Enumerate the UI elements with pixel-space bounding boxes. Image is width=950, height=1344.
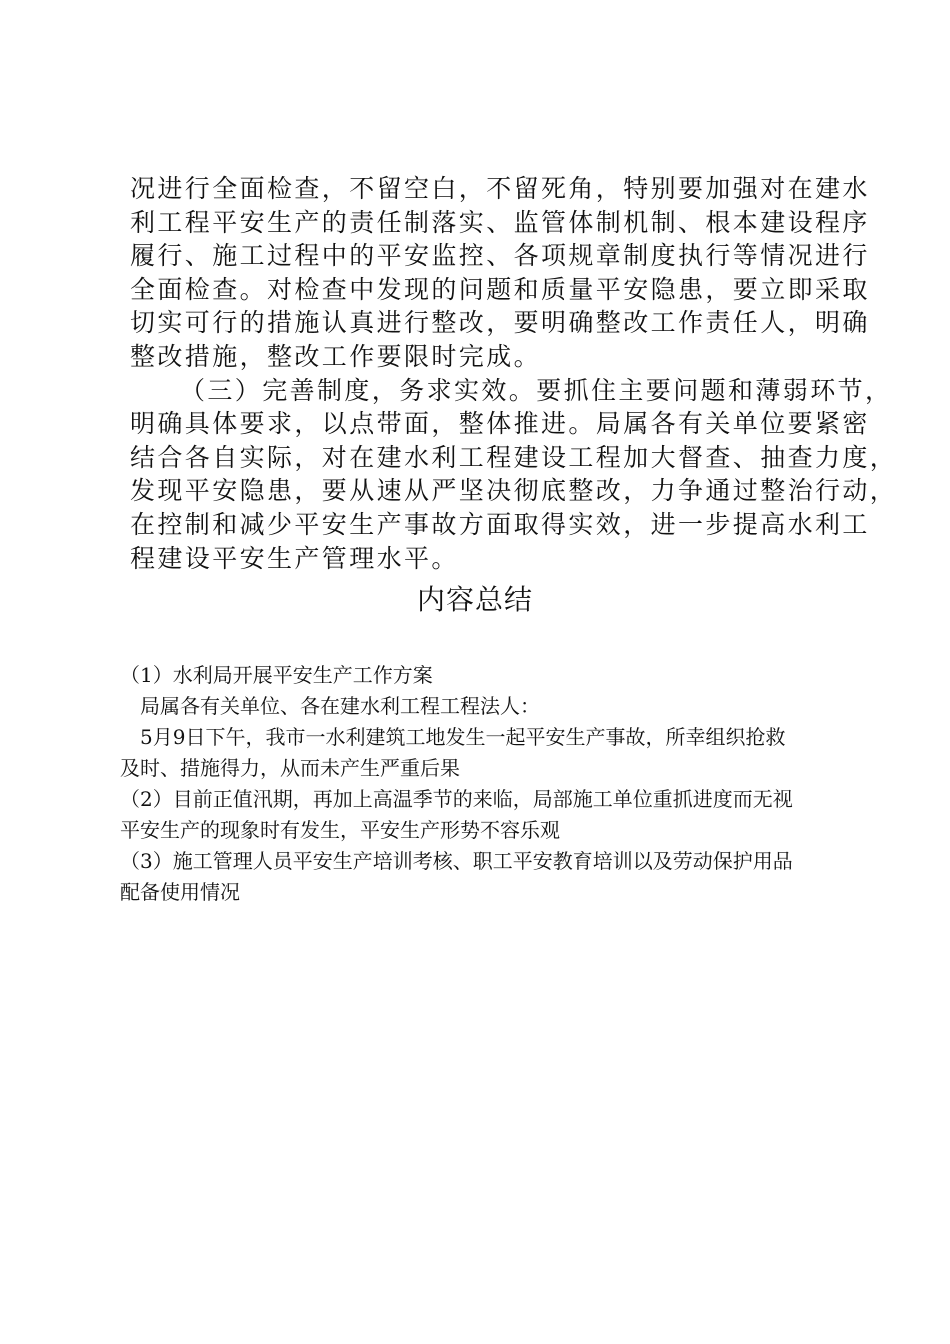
main-body-text [130, 172, 898, 575]
body-line: 履行、施工过程中的平安监控、各项规章制度执行等情况进行 [130, 241, 870, 271]
body-line: 在控制和减少平安生产事故方面取得实效，进一步提高水利工 [130, 509, 870, 539]
body-line: 利工程平安生产的责任制落实、监管体制机制、根本建设程序 [130, 207, 870, 237]
summary-text [120, 660, 840, 908]
body-line: 程建设平安生产管理水平。 [130, 543, 459, 573]
body-line: 明确具体要求，以点带面，整体推进。局属各有关单位要紧密 [130, 409, 870, 439]
summary-line: 局属各有关单位、各在建水利工程工程法人： [120, 694, 540, 718]
body-line: 况进行全面检查，不留空白，不留死角，特别要加强对在建水 [130, 174, 870, 203]
summary-line: 平安生产的现象时有发生，平安生产形势不容乐观 [120, 818, 560, 842]
body-line: 全面检查。对检查中发现的问题和质量平安隐患，要立即采取 [130, 274, 870, 304]
summary-line: （1）水利局开展平安生产工作方案 [120, 663, 433, 687]
body-line: 切实可行的措施认真进行整改，要明确整改工作责任人，明确 [130, 308, 870, 338]
body-line: 发现平安隐患，要从速从严坚决彻底整改，力争通过整治行动， [130, 476, 898, 506]
body-line: 结合各自实际，对在建水利工程建设工程加大督查、抽查力度， [130, 442, 898, 472]
summary-line: 5月9日下午，我市一水利建筑工地发生一起平安生产事故，所幸组织抢救 [120, 725, 786, 749]
summary-line: 及时、措施得力，从而未产生严重后果 [120, 756, 460, 780]
summary-line: （2）目前正值汛期，再加上高温季节的来临，局部施工单位重抓进度而无视 [120, 787, 793, 811]
body-line: （三）完善制度，务求实效。要抓住主要问题和薄弱环节， [180, 375, 893, 405]
body-line: 整改措施，整改工作要限时完成。 [130, 341, 542, 371]
summary-title: 内容总结 [416, 583, 533, 616]
summary-line: （3）施工管理人员平安生产培训考核、职工平安教育培训以及劳动保护用品 [120, 849, 793, 873]
summary-line: 配备使用情况 [120, 880, 240, 904]
